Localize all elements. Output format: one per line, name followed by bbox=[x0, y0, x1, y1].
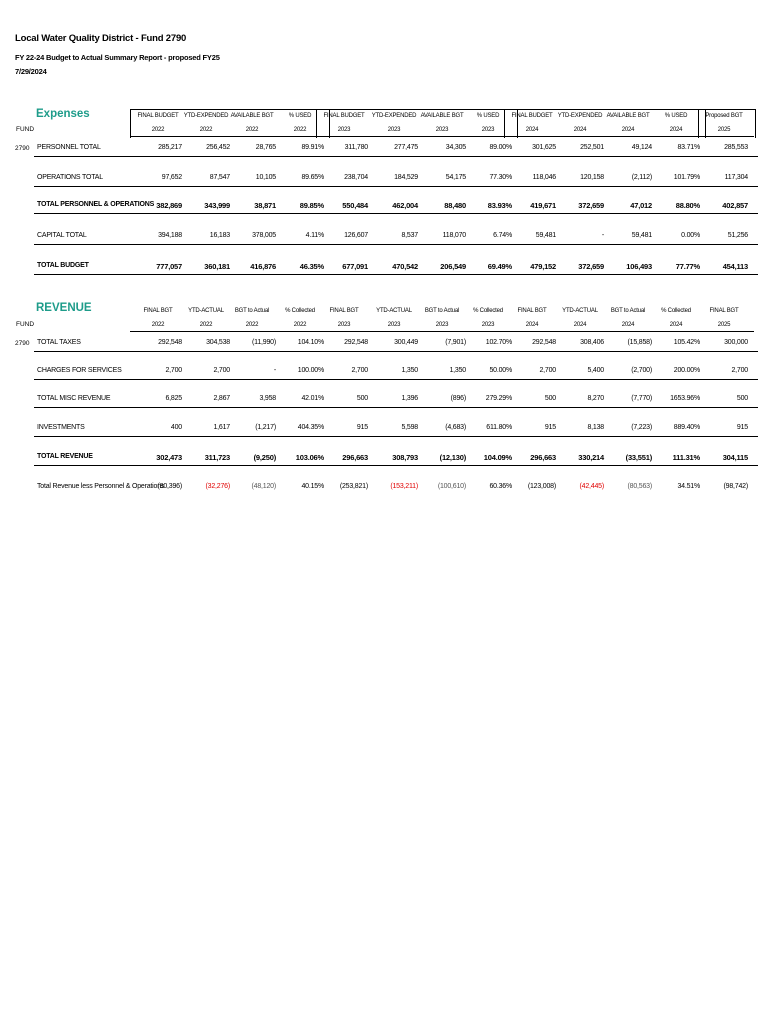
revenue-cell: 6,825 bbox=[165, 395, 182, 402]
revenue-header-box bbox=[698, 304, 754, 332]
revenue-col-year: 2023 bbox=[387, 322, 401, 328]
expenses-col-header: FINAL BUDGET bbox=[511, 113, 553, 119]
revenue-cell: (4,683) bbox=[445, 424, 466, 431]
net-row-cell: (48,120) bbox=[251, 483, 276, 490]
revenue-col-header: FINAL BGT bbox=[329, 308, 359, 314]
revenue-cell: 42.01% bbox=[301, 395, 324, 402]
revenue-col-year: 2023 bbox=[481, 322, 495, 328]
revenue-cell: - bbox=[273, 367, 276, 374]
revenue-row-rule bbox=[34, 351, 758, 352]
expenses-col-year: 2024 bbox=[573, 127, 587, 133]
revenue-cell: 1653.96% bbox=[670, 395, 700, 402]
net-row-cell: 40.15% bbox=[301, 483, 324, 490]
expenses-col-year: 2022 bbox=[293, 127, 307, 133]
net-row-cell: 60.36% bbox=[489, 483, 512, 490]
revenue-fund-label: FUND bbox=[16, 321, 35, 328]
net-row-cell: (80,563) bbox=[627, 483, 652, 490]
expenses-col-header: % USED bbox=[288, 113, 312, 119]
expenses-col-year: 2022 bbox=[151, 127, 165, 133]
expenses-col-header: YTD-EXPENDED bbox=[371, 113, 417, 119]
revenue-cell: 2,700 bbox=[351, 367, 368, 374]
revenue-header-rule bbox=[504, 331, 704, 332]
net-row-cell: (32,276) bbox=[205, 483, 230, 490]
revenue-col-year: 2024 bbox=[573, 322, 587, 328]
expenses-fund-number: 2790 bbox=[15, 145, 30, 152]
revenue-row-label: INVESTMENTS bbox=[37, 424, 85, 431]
revenue-row-label: TOTAL TAXES bbox=[37, 339, 81, 346]
expenses-header-rule bbox=[130, 136, 328, 137]
expenses-cell: 106,493 bbox=[626, 262, 652, 271]
expenses-cell: 87,547 bbox=[209, 174, 230, 181]
revenue-cell: 292,548 bbox=[532, 339, 556, 346]
revenue-col-year: 2024 bbox=[669, 322, 683, 328]
expenses-header-box bbox=[504, 109, 706, 138]
expenses-cell: 89.65% bbox=[301, 174, 324, 181]
revenue-cell: 8,270 bbox=[587, 395, 604, 402]
revenue-cell: 105.42% bbox=[673, 339, 700, 346]
expenses-cell: 277,475 bbox=[394, 144, 418, 151]
expenses-row-label: PERSONNEL TOTAL bbox=[37, 144, 101, 151]
revenue-cell: 279.29% bbox=[485, 395, 512, 402]
revenue-cell: 308,793 bbox=[392, 453, 418, 462]
expenses-cell: 16,183 bbox=[209, 232, 230, 239]
expenses-row-rule bbox=[34, 186, 758, 187]
expenses-col-year: 2022 bbox=[199, 127, 213, 133]
revenue-cell: 103.06% bbox=[295, 453, 324, 462]
revenue-cell: 330,214 bbox=[578, 453, 604, 462]
expenses-col-header: % USED bbox=[476, 113, 500, 119]
revenue-cell: 915 bbox=[736, 424, 748, 431]
net-row-label: Total Revenue less Personnel & Operations bbox=[37, 483, 165, 490]
revenue-cell: (12,130) bbox=[439, 453, 466, 462]
net-row-cell: (100,610) bbox=[437, 483, 466, 490]
expenses-cell: 677,091 bbox=[342, 262, 368, 271]
expenses-cell: 454,113 bbox=[722, 262, 748, 271]
expenses-header-box bbox=[316, 109, 518, 138]
expenses-cell: 117,304 bbox=[724, 174, 748, 181]
revenue-cell: 292,548 bbox=[158, 339, 182, 346]
expenses-col-year: 2022 bbox=[245, 127, 259, 133]
revenue-row-label: TOTAL MISC REVENUE bbox=[37, 395, 111, 402]
expenses-cell: 10,105 bbox=[255, 174, 276, 181]
revenue-cell: 2,700 bbox=[731, 367, 748, 374]
revenue-col-year: 2022 bbox=[199, 322, 213, 328]
revenue-cell: 308,406 bbox=[580, 339, 604, 346]
expenses-col-header: YTD-EXPENDED bbox=[557, 113, 603, 119]
revenue-proposed-year: 2025 bbox=[717, 322, 731, 328]
revenue-col-header: BGT to Actual bbox=[424, 308, 460, 314]
revenue-cell: 111.31% bbox=[672, 453, 700, 462]
revenue-cell: 400 bbox=[170, 424, 182, 431]
expenses-cell: 118,046 bbox=[532, 174, 556, 181]
revenue-cell: 200.00% bbox=[673, 367, 700, 374]
revenue-col-year: 2022 bbox=[151, 322, 165, 328]
expenses-row-label: TOTAL BUDGET bbox=[37, 262, 89, 269]
revenue-header-rule bbox=[316, 331, 516, 332]
expenses-cell: 206,549 bbox=[440, 262, 466, 271]
expenses-col-year: 2024 bbox=[525, 127, 539, 133]
expenses-cell: 89.00% bbox=[489, 144, 512, 151]
expenses-row-label: OPERATIONS TOTAL bbox=[37, 174, 103, 181]
revenue-row-rule bbox=[34, 436, 758, 437]
revenue-col-year: 2022 bbox=[293, 322, 307, 328]
revenue-cell: (7,770) bbox=[631, 395, 652, 402]
expenses-cell: - bbox=[601, 232, 604, 239]
revenue-col-header: % Collected bbox=[661, 308, 691, 314]
revenue-cell: 102.70% bbox=[485, 339, 512, 346]
revenue-cell: (33,551) bbox=[625, 453, 652, 462]
revenue-cell: 889.40% bbox=[673, 424, 700, 431]
report-date: 7/29/2024 bbox=[15, 67, 47, 76]
expenses-header-box bbox=[130, 109, 330, 138]
expenses-cell: 343,999 bbox=[204, 201, 230, 210]
revenue-fund-number: 2790 bbox=[15, 340, 30, 347]
expenses-col-header: FINAL BUDGET bbox=[137, 113, 179, 119]
expenses-col-header: % USED bbox=[664, 113, 688, 119]
expenses-col-header: AVAILABLE BGT bbox=[230, 113, 274, 119]
expenses-row-rule bbox=[34, 274, 758, 275]
revenue-header-box bbox=[504, 304, 704, 332]
revenue-cell: 611.80% bbox=[486, 424, 512, 431]
expenses-cell: 47,012 bbox=[630, 201, 652, 210]
revenue-cell: (9,250) bbox=[253, 453, 276, 462]
expenses-cell: 402,857 bbox=[722, 201, 748, 210]
expenses-cell: 470,542 bbox=[392, 262, 418, 271]
net-row-cell: 34.51% bbox=[677, 483, 700, 490]
expenses-cell: 285,553 bbox=[724, 144, 748, 151]
net-row-cell: (253,821) bbox=[339, 483, 368, 490]
revenue-cell: 500 bbox=[544, 395, 556, 402]
expenses-col-year: 2023 bbox=[435, 127, 449, 133]
revenue-cell: 302,473 bbox=[156, 453, 182, 462]
revenue-cell: 2,700 bbox=[213, 367, 230, 374]
expenses-col-header: FINAL BUDGET bbox=[323, 113, 365, 119]
expenses-col-header: AVAILABLE BGT bbox=[606, 113, 650, 119]
expenses-cell: 394,188 bbox=[158, 232, 182, 239]
expenses-cell: 28,765 bbox=[255, 144, 276, 151]
expenses-cell: 54,175 bbox=[445, 174, 466, 181]
revenue-cell: 104.10% bbox=[297, 339, 324, 346]
net-row-cell: (98,742) bbox=[723, 483, 748, 490]
revenue-col-header: BGT to Actual bbox=[234, 308, 270, 314]
expenses-cell: 479,152 bbox=[530, 262, 556, 271]
revenue-cell: 5,598 bbox=[401, 424, 418, 431]
revenue-cell: (7,223) bbox=[631, 424, 652, 431]
revenue-row-label: TOTAL REVENUE bbox=[37, 453, 93, 460]
expenses-cell: 301,625 bbox=[532, 144, 556, 151]
expenses-col-year: 2024 bbox=[669, 127, 683, 133]
expenses-cell: 46.35% bbox=[299, 262, 324, 271]
revenue-header-rule bbox=[130, 331, 328, 332]
revenue-cell: (1,217) bbox=[255, 424, 276, 431]
expenses-header-rule bbox=[504, 136, 704, 137]
net-row-cell: (42,445) bbox=[579, 483, 604, 490]
expenses-cell: 59,481 bbox=[631, 232, 652, 239]
revenue-col-header: YTD-ACTUAL bbox=[562, 308, 598, 314]
revenue-cell: 3,958 bbox=[259, 395, 276, 402]
revenue-row-rule bbox=[34, 407, 758, 408]
revenue-cell: 104.09% bbox=[483, 453, 512, 462]
revenue-cell: 2,867 bbox=[213, 395, 230, 402]
revenue-col-year: 2024 bbox=[621, 322, 635, 328]
expenses-cell: 256,452 bbox=[206, 144, 230, 151]
expenses-row-label: TOTAL PERSONNEL & OPERATIONS bbox=[37, 201, 155, 208]
revenue-col-header: FINAL BGT bbox=[143, 308, 173, 314]
expenses-cell: 118,070 bbox=[442, 232, 466, 239]
expenses-cell: 88,480 bbox=[444, 201, 466, 210]
expenses-row-rule bbox=[34, 244, 758, 245]
expenses-cell: 462,004 bbox=[392, 201, 418, 210]
expenses-cell: 238,704 bbox=[344, 174, 368, 181]
expenses-col-year: 2023 bbox=[387, 127, 401, 133]
revenue-col-header: BGT to Actual bbox=[610, 308, 646, 314]
expenses-cell: 51,256 bbox=[727, 232, 748, 239]
revenue-cell: (15,858) bbox=[627, 339, 652, 346]
expenses-cell: 126,607 bbox=[344, 232, 368, 239]
revenue-cell: (7,901) bbox=[445, 339, 466, 346]
revenue-cell: 915 bbox=[544, 424, 556, 431]
expenses-cell: 777,057 bbox=[156, 262, 182, 271]
revenue-cell: 300,000 bbox=[724, 339, 748, 346]
expenses-cell: 38,871 bbox=[254, 201, 276, 210]
expenses-proposed-year: 2025 bbox=[717, 127, 731, 133]
expenses-cell: 8,537 bbox=[401, 232, 418, 239]
expenses-col-year: 2023 bbox=[337, 127, 351, 133]
revenue-cell: 304,538 bbox=[206, 339, 230, 346]
expenses-header-box bbox=[698, 109, 756, 138]
revenue-cell: (2,700) bbox=[631, 367, 652, 374]
revenue-cell: (896) bbox=[450, 395, 466, 402]
expenses-cell: 88.80% bbox=[675, 201, 700, 210]
revenue-col-year: 2023 bbox=[435, 322, 449, 328]
revenue-cell: 296,663 bbox=[530, 453, 556, 462]
expenses-cell: 4.11% bbox=[305, 232, 324, 239]
revenue-row-label: CHARGES FOR SERVICES bbox=[37, 367, 122, 374]
revenue-header-box bbox=[316, 304, 516, 332]
revenue-cell: 1,350 bbox=[401, 367, 418, 374]
expenses-cell: 0.00% bbox=[681, 232, 700, 239]
expenses-cell: 416,876 bbox=[250, 262, 276, 271]
revenue-cell: 296,663 bbox=[342, 453, 368, 462]
expenses-cell: 311,780 bbox=[344, 144, 368, 151]
revenue-section-title: REVENUE bbox=[36, 302, 92, 314]
revenue-row-rule bbox=[34, 379, 758, 380]
expenses-cell: 34,305 bbox=[445, 144, 466, 151]
expenses-cell: 59,481 bbox=[535, 232, 556, 239]
revenue-cell: 500 bbox=[736, 395, 748, 402]
revenue-col-header: YTD-ACTUAL bbox=[376, 308, 412, 314]
expenses-cell: 101.79% bbox=[673, 174, 700, 181]
revenue-cell: 915 bbox=[356, 424, 368, 431]
expenses-cell: 360,181 bbox=[204, 262, 230, 271]
expenses-cell: 77.30% bbox=[489, 174, 512, 181]
expenses-col-year: 2023 bbox=[481, 127, 495, 133]
revenue-header-rule bbox=[698, 331, 754, 332]
revenue-cell: 100.00% bbox=[297, 367, 324, 374]
revenue-col-header: % Collected bbox=[285, 308, 315, 314]
revenue-cell: 304,115 bbox=[722, 453, 748, 462]
revenue-cell: (11,990) bbox=[252, 339, 276, 346]
expenses-row-rule bbox=[34, 213, 758, 214]
revenue-col-header: YTD-ACTUAL bbox=[188, 308, 224, 314]
expenses-cell: 89.91% bbox=[301, 144, 324, 151]
expenses-header-rule bbox=[316, 136, 516, 137]
expenses-col-year: 2024 bbox=[621, 127, 635, 133]
expenses-cell: 49,124 bbox=[631, 144, 652, 151]
expenses-cell: 184,529 bbox=[394, 174, 418, 181]
revenue-cell: 2,700 bbox=[539, 367, 556, 374]
expenses-cell: 97,652 bbox=[161, 174, 182, 181]
revenue-proposed-header: FINAL BGT bbox=[709, 308, 739, 314]
expenses-cell: (2,112) bbox=[631, 174, 652, 181]
revenue-cell: 404.35% bbox=[297, 424, 324, 431]
revenue-cell: 300,449 bbox=[394, 339, 418, 346]
expenses-col-header: YTD-EXPENDED bbox=[183, 113, 229, 119]
revenue-cell: 1,617 bbox=[213, 424, 230, 431]
revenue-cell: 1,396 bbox=[401, 395, 418, 402]
expenses-cell: 372,659 bbox=[578, 201, 604, 210]
expenses-cell: 378,005 bbox=[252, 232, 276, 239]
expenses-cell: 69.49% bbox=[487, 262, 512, 271]
revenue-cell: 50.00% bbox=[489, 367, 512, 374]
expenses-row-rule bbox=[34, 156, 758, 157]
expenses-proposed-header: Proposed BGT bbox=[705, 113, 743, 119]
expenses-cell: 6.74% bbox=[493, 232, 512, 239]
revenue-col-year: 2022 bbox=[245, 322, 259, 328]
expenses-cell: 83.93% bbox=[487, 201, 512, 210]
revenue-cell: 292,548 bbox=[344, 339, 368, 346]
revenue-col-header: % Collected bbox=[473, 308, 503, 314]
revenue-col-header: FINAL BGT bbox=[517, 308, 547, 314]
net-row-cell: (123,008) bbox=[527, 483, 556, 490]
net-row-cell: (153,211) bbox=[390, 483, 418, 490]
expenses-cell: 77.77% bbox=[675, 262, 700, 271]
expenses-cell: 382,869 bbox=[156, 201, 182, 210]
expenses-cell: 285,217 bbox=[158, 144, 182, 151]
revenue-cell: 2,700 bbox=[165, 367, 182, 374]
expenses-cell: 252,501 bbox=[580, 144, 604, 151]
revenue-cell: 8,138 bbox=[587, 424, 604, 431]
revenue-cell: 1,350 bbox=[449, 367, 466, 374]
report-title: Local Water Quality District - Fund 2790 bbox=[15, 33, 187, 44]
expenses-cell: 550,484 bbox=[342, 201, 368, 210]
report-subtitle: FY 22-24 Budget to Actual Summary Report - proposed FY25 bbox=[15, 53, 220, 62]
expenses-row-label: CAPITAL TOTAL bbox=[37, 232, 87, 239]
expenses-cell: 89.85% bbox=[299, 201, 324, 210]
revenue-header-box bbox=[130, 304, 328, 332]
revenue-cell: 5,400 bbox=[587, 367, 604, 374]
expenses-cell: 372,659 bbox=[578, 262, 604, 271]
revenue-col-year: 2023 bbox=[337, 322, 351, 328]
expenses-cell: 419,671 bbox=[530, 201, 556, 210]
revenue-col-year: 2024 bbox=[525, 322, 539, 328]
expenses-fund-label: FUND bbox=[16, 126, 35, 133]
expenses-cell: 120,158 bbox=[580, 174, 604, 181]
revenue-cell: 311,723 bbox=[204, 453, 230, 462]
expenses-section-title: Expenses bbox=[36, 108, 90, 120]
revenue-cell: 500 bbox=[356, 395, 368, 402]
expenses-cell: 83.71% bbox=[677, 144, 700, 151]
net-row-cell: (80,396) bbox=[157, 483, 182, 490]
expenses-col-header: AVAILABLE BGT bbox=[420, 113, 464, 119]
revenue-row-rule bbox=[34, 465, 758, 466]
expenses-header-rule bbox=[698, 136, 754, 137]
